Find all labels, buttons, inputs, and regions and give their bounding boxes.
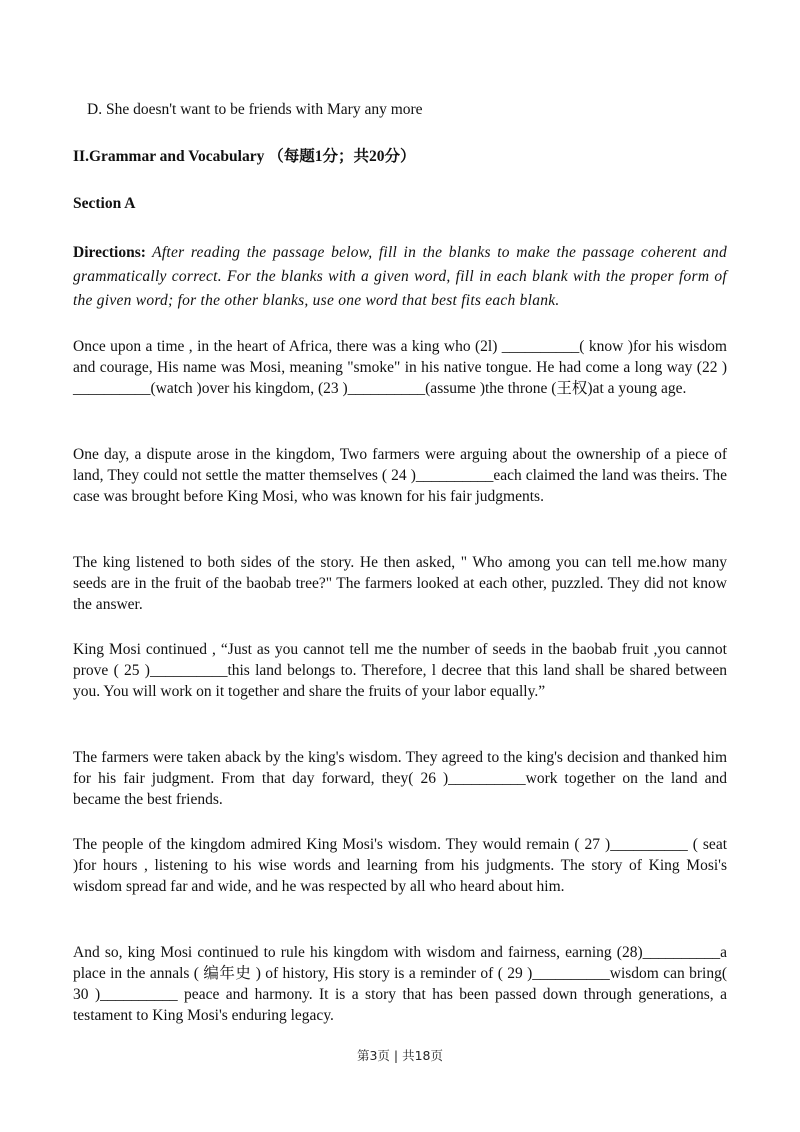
section-a-title: Section A	[73, 195, 136, 212]
passage-paragraph: The farmers were taken aback by the king's wisdom. They agreed to the king's decision and thanked him for his fair judgment. From that day forward, they( 26 )__________work together on the land and became the best friends.	[73, 749, 727, 808]
passage-paragraph: Once upon a time , in the heart of Africa, there was a king who (2l) __________( know )for his wisdom and courage, His name was Mosi, meaning "smoke" in his native tongue. He had come a long way (22 ) __________(watch )over his kingdom, (23 )__________(assume )the throne (王权)at a young age.	[73, 338, 727, 397]
passage-paragraph: The people of the kingdom admired King Mosi's wisdom. They would remain ( 27 )__________ ( seat )for hours , listening to his wise words and learning from his judgments. The story of King Mosi's wisdom spread far and wide, and he was respected by all who heard about him.	[73, 836, 727, 895]
page-footer: 第3页 | 共18页	[356, 1048, 444, 1063]
directions-text: After reading the passage below, fill in the blanks to make the passage coherent and grammatically correct. For the blanks with a given word, fill in each blank with the proper form of the given word; for the other blanks, use one word that best fits each blank.	[73, 244, 727, 309]
passage-paragraph: King Mosi continued , “Just as you cannot tell me the number of seeds in the baobab fruit ,you cannot prove ( 25 )__________this land belongs to. Therefore, l decree that this land shall be shared between you. You will work on it together and share the fruits of your labor equally.”	[73, 641, 727, 700]
answer-option-d: D. She doesn't want to be friends with Mary any more	[87, 101, 423, 118]
section-heading: II.Grammar and Vocabulary （每题1分；共20分）	[73, 148, 416, 165]
passage-paragraph: One day, a dispute arose in the kingdom, Two farmers were arguing about the ownership of a piece of land, They could not settle the matter themselves ( 24 )__________each claimed the land was theirs. The case was brought before King Mosi, who was known for his fair judgments.	[73, 446, 727, 505]
directions-label: Directions:	[73, 244, 146, 261]
directions	[73, 241, 727, 313]
passage-paragraph: And so, king Mosi continued to rule his kingdom with wisdom and fairness, earning (28)__________a place in the annals ( 编年史 ) of history, His story is a reminder of ( 29 )__________wisdom can bring( 30 )__________ peace and harmony. It is a story that has been passed down through generations, a testament to King Mosi's enduring legacy.	[73, 944, 727, 1024]
passage-paragraph: The king listened to both sides of the story. He then asked, " Who among you can tell me.how many seeds are in the fruit of the baobab tree?" The farmers looked at each other, puzzled. They did not know the answer.	[73, 554, 727, 613]
